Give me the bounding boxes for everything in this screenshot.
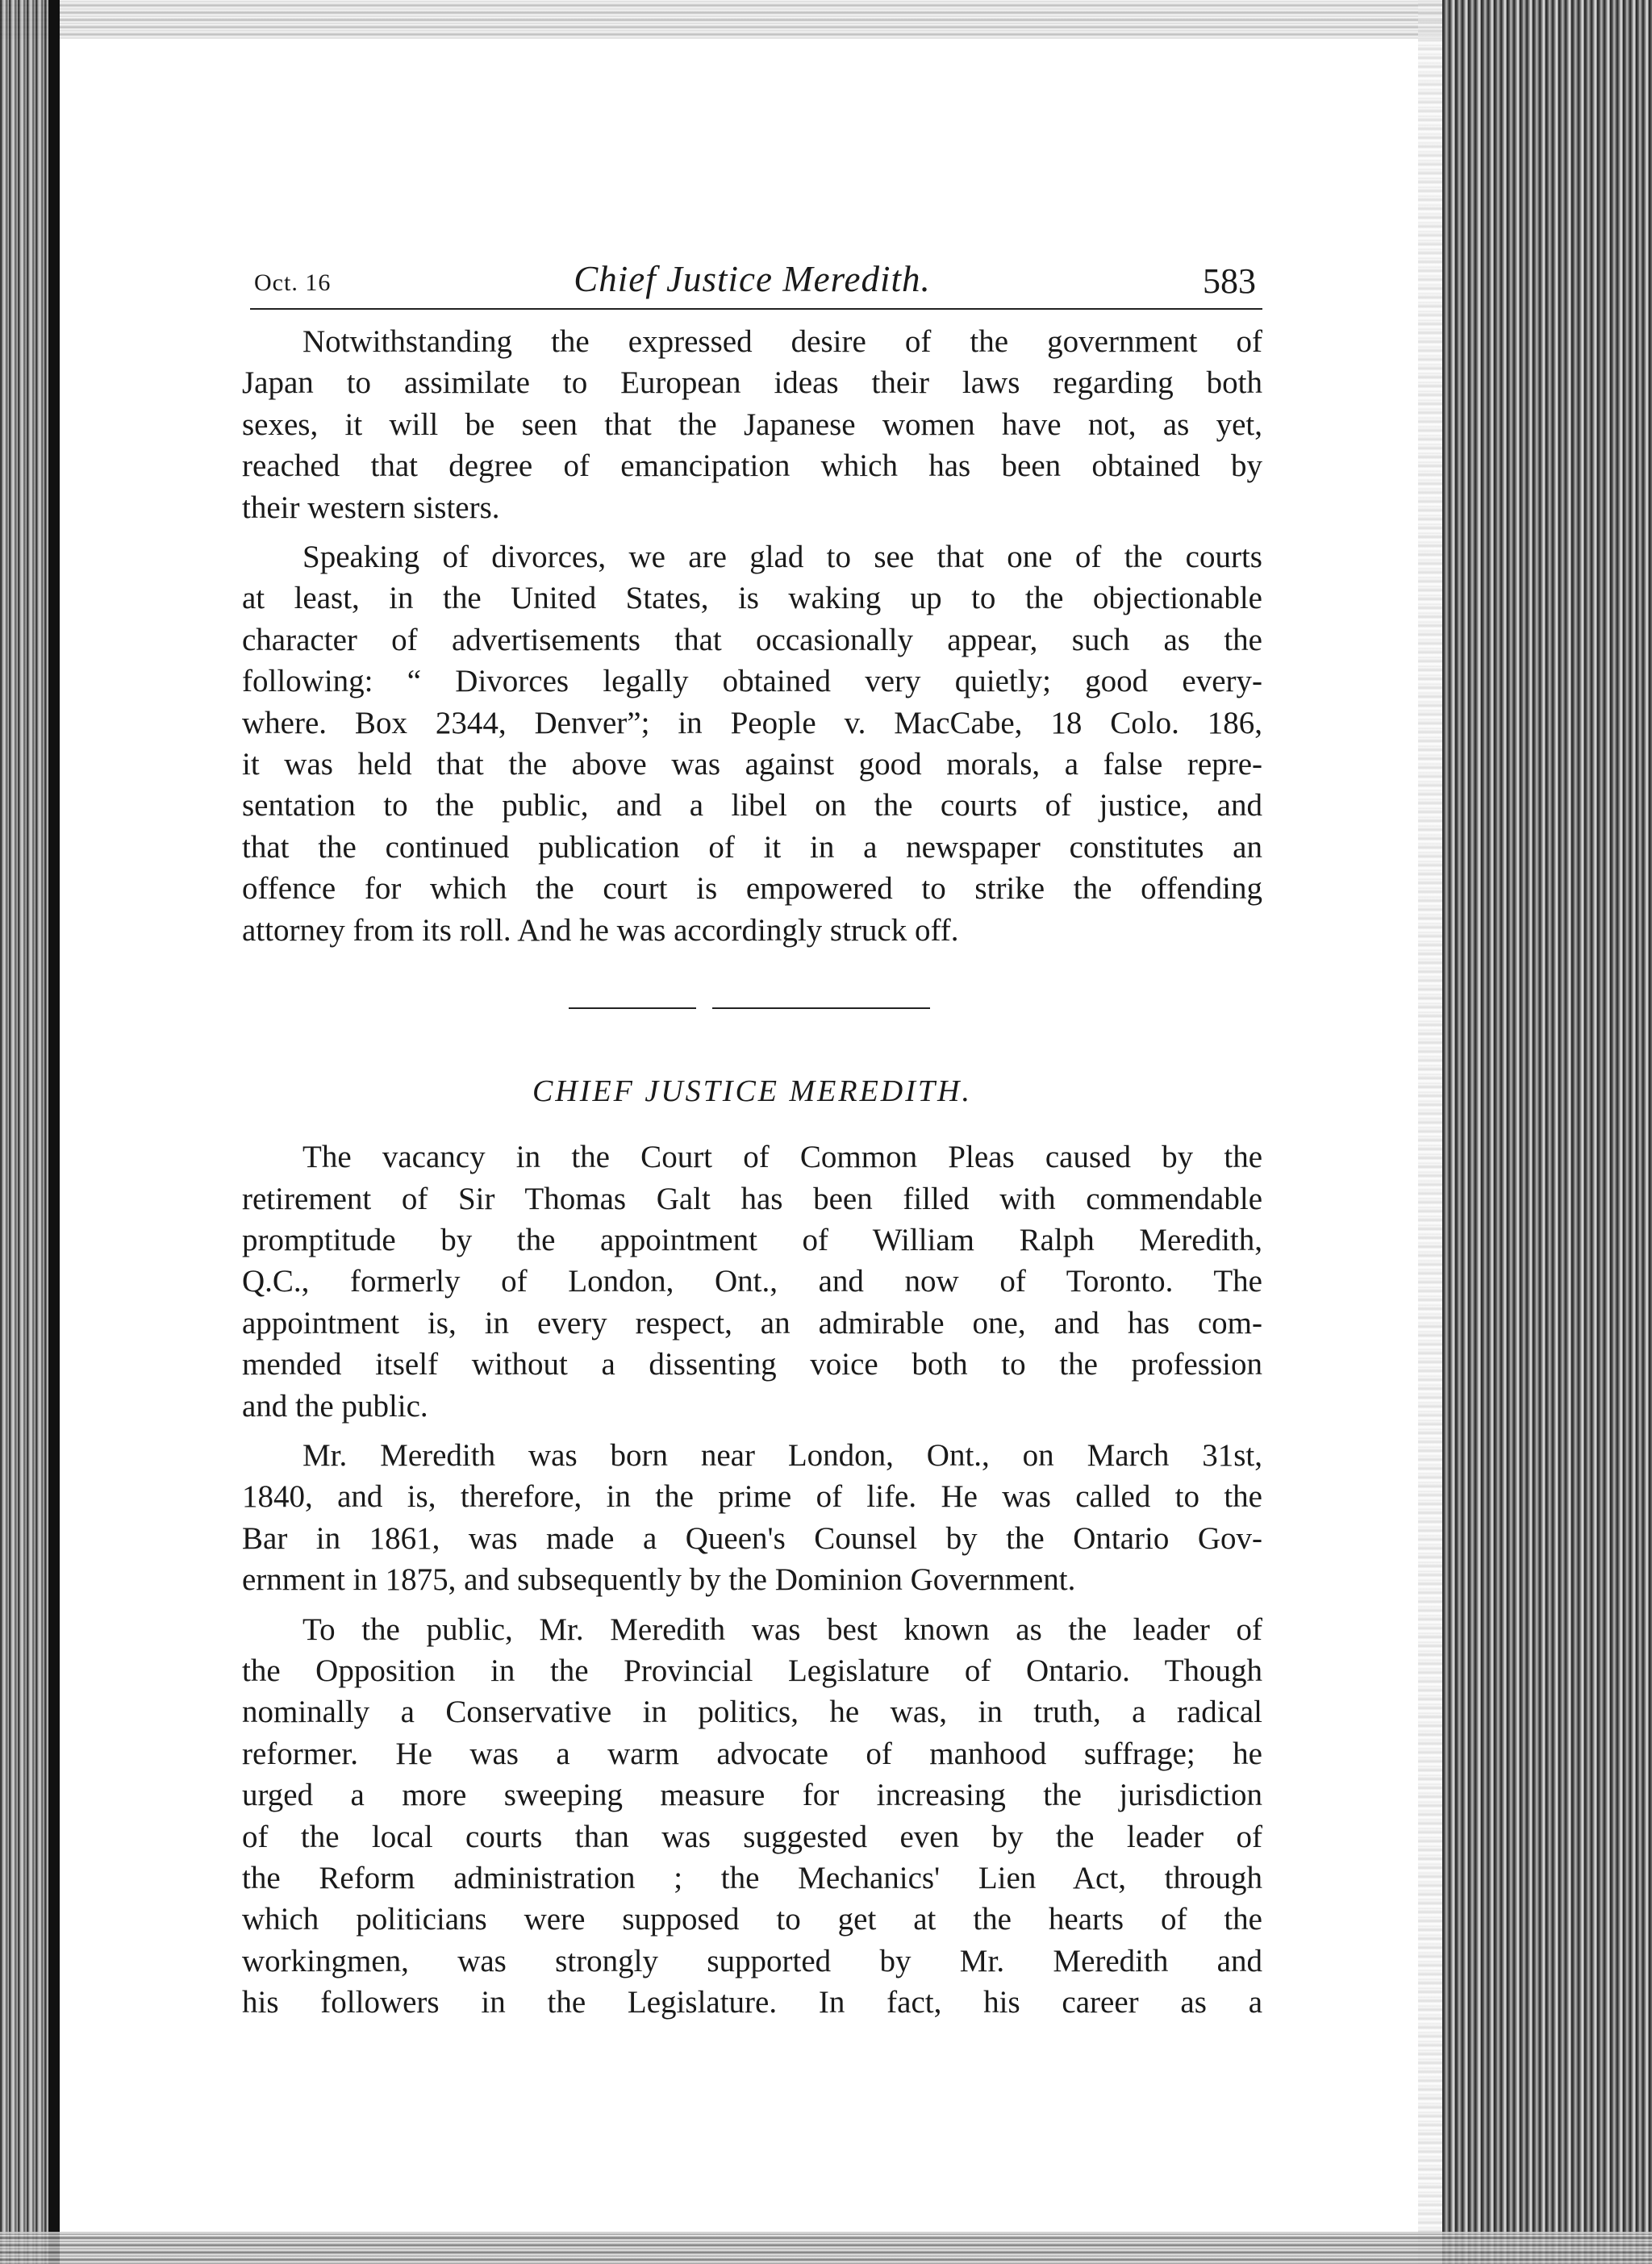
text-line: which politicians were supposed to get at the hearts of the (242, 1902, 1262, 1937)
text-line: ernment in 1875, and subsequently by the Dominion Government. (242, 1562, 1076, 1598)
text-line: sexes, it will be seen that the Japanese women have not, as yet, (242, 407, 1262, 442)
running-head (242, 242, 1262, 305)
text-line: urged a more sweeping measure for increasing the jurisdiction (242, 1778, 1262, 1813)
text-line: appointment is, in every respect, an admirable one, and has com- (242, 1305, 1262, 1340)
text-line: To the public, Mr. Meredith was best known as the leader of (302, 1611, 1262, 1647)
text-line: their western sisters. (242, 490, 500, 525)
text-line: The vacancy in the Court of Common Pleas caused by the (302, 1140, 1262, 1175)
text-line: where. Box 2344, Denver”; in People v. MacCabe, 18 Colo. 186, (242, 705, 1262, 740)
text-line: 1840, and is, therefore, in the prime of life. He was called to the (242, 1479, 1262, 1515)
text-line: Bar in 1861, was made a Queen's Counsel by the Ontario Gov- (242, 1520, 1262, 1556)
book-page (242, 242, 1262, 2032)
paragraph-vacancy (242, 1136, 1262, 1427)
scan-spine-shadow (48, 0, 60, 2264)
page-number: 583 (1203, 261, 1256, 301)
scan-edge-right (1442, 0, 1652, 2264)
paragraph-born (242, 1435, 1262, 1601)
text-line: workingmen, was strongly supported by Mr. Meredith and (242, 1943, 1262, 1978)
paragraph-divorces (242, 536, 1262, 951)
text-line: retirement of Sir Thomas Galt has been filled with commendable (242, 1181, 1262, 1216)
text-line: of the local courts than was suggested even by the leader of (242, 1819, 1262, 1854)
running-head-title: Chief Justice Meredith. (574, 259, 931, 299)
text-line: Japan to assimilate to European ideas their laws regarding both (242, 365, 1262, 401)
text-line: nominally a Conservative in politics, he was, in truth, a radical (242, 1695, 1262, 1730)
header-rule (250, 308, 1262, 310)
text-line: sentation to the public, and a libel on the courts of justice, and (242, 788, 1262, 823)
text-line: the Opposition in the Provincial Legislature of Ontario. Though (242, 1653, 1262, 1688)
text-line: the Reform administration ; the Mechanics' Lien Act, through (242, 1861, 1262, 1895)
text-line: attorney from its roll. And he was accordingly struck off. (242, 912, 959, 948)
text-line: Speaking of divorces, we are glad to see that one of the courts (302, 540, 1262, 575)
text-line: reformer. He was a warm advocate of manhood suffrage; he (242, 1736, 1262, 1771)
divider-rule (569, 1007, 696, 1009)
paragraph-public (242, 1609, 1262, 2024)
text-line: it was held that the above was against good morals, a false repre- (242, 747, 1262, 782)
text-line: Notwithstanding the expressed desire of the government of (302, 324, 1262, 359)
text-line: character of advertisements that occasionally appear, such as the (242, 622, 1262, 657)
text-line: that the continued publication of it in a newspaper constitutes an (242, 829, 1262, 865)
scan-edge-bottom (0, 2232, 1652, 2264)
text-line: promptitude by the appointment of William Ralph Meredith, (242, 1222, 1262, 1257)
text-line: and the public. (242, 1388, 428, 1424)
article-body-top (242, 321, 1262, 951)
section-divider (242, 983, 1262, 1032)
text-line: Mr. Meredith was born near London, Ont., on March 31st, (302, 1437, 1262, 1473)
divider-rule (712, 1007, 930, 1009)
scan-edge-top (0, 0, 1492, 39)
section-heading: CHIEF JUSTICE MEREDITH. (532, 1074, 972, 1109)
article-body-bottom (242, 1136, 1262, 2024)
text-line: reached that degree of emancipation which has been obtained by (242, 448, 1262, 484)
running-head-date: Oct. 16 (254, 269, 332, 296)
text-line: mended itself without a dissenting voice both to the profession (242, 1347, 1262, 1382)
text-line: at least, in the United States, is waking up to the objectionable (242, 581, 1262, 616)
text-line: his followers in the Legislature. In fact, his career as a (242, 1985, 1262, 2020)
text-line: offence for which the court is empowered to strike the offending (242, 871, 1262, 907)
text-line: following: “ Divorces legally obtained very quietly; good every- (242, 664, 1262, 699)
text-line: Q.C., formerly of London, Ont., and now of Toronto. The (242, 1264, 1262, 1299)
paragraph-japan (242, 321, 1262, 528)
